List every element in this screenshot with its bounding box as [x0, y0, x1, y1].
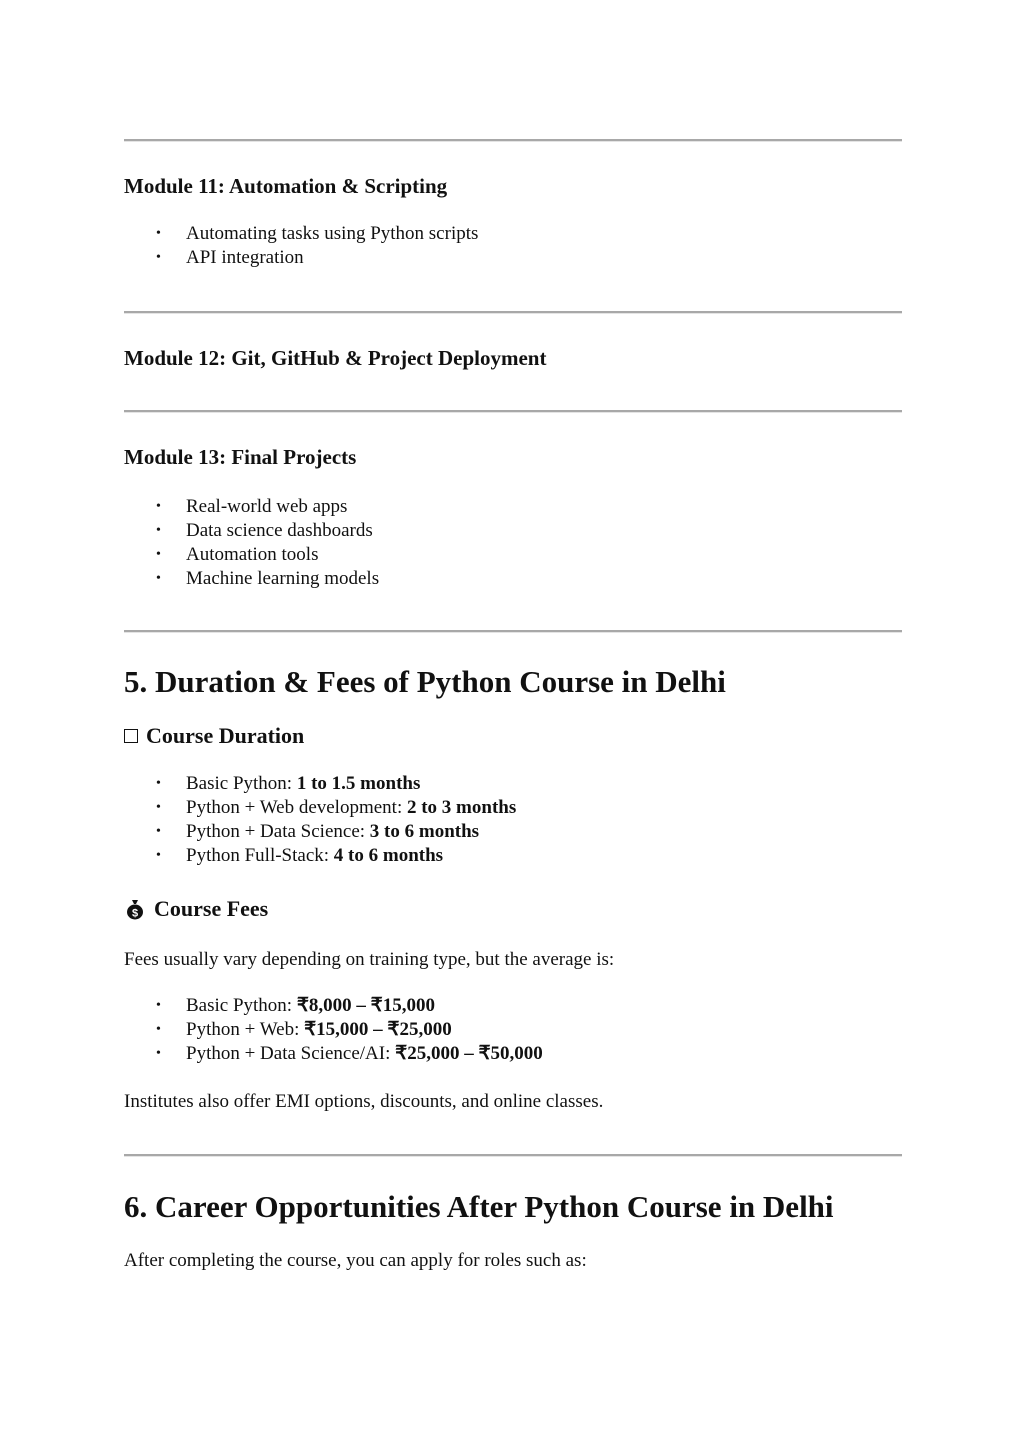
divider	[124, 410, 902, 413]
course-duration-heading	[124, 723, 304, 749]
module-13-list	[124, 495, 379, 591]
section-6-heading: 6. Career Opportunities After Python Course in Delhi	[124, 1189, 834, 1224]
list-item: • Automation tools	[124, 543, 379, 567]
list-item: • Automating tasks using Python scripts	[124, 222, 478, 246]
list-item: • Python Full-Stack: 4 to 6 months	[124, 844, 516, 868]
fees-note: Institutes also offer EMI options, discounts, and online classes.	[124, 1091, 604, 1112]
divider	[124, 1154, 902, 1157]
fees-intro: Fees usually vary depending on training type, but the average is:	[124, 949, 615, 970]
list-item: • Python + Data Science: 3 to 6 months	[124, 820, 516, 844]
list-item: • Basic Python: 1 to 1.5 months	[124, 772, 516, 796]
section-6-intro: After completing the course, you can apply for roles such as:	[124, 1250, 587, 1271]
money-bag-icon	[124, 898, 146, 920]
checkbox-icon	[124, 729, 138, 743]
list-item: • Data science dashboards	[124, 519, 379, 543]
list-item: • Python + Web development: 2 to 3 months	[124, 796, 516, 820]
divider	[124, 139, 902, 142]
list-item: • API integration	[124, 246, 478, 270]
list-item: • Real-world web apps	[124, 495, 379, 519]
module-11-heading: Module 11: Automation & Scripting	[124, 174, 448, 198]
divider	[124, 630, 902, 633]
svg-text:$: $	[131, 907, 139, 920]
section-5-heading: 5. Duration & Fees of Python Course in Delhi	[124, 664, 726, 699]
list-item: • Python + Web: ₹15,000 – ₹25,000	[124, 1018, 543, 1042]
course-fees-title: Course Fees	[154, 896, 269, 921]
course-duration-title: Course Duration	[146, 723, 305, 748]
list-item: • Machine learning models	[124, 567, 379, 591]
module-13-heading: Module 13: Final Projects	[124, 445, 357, 469]
duration-list	[124, 772, 516, 868]
divider	[124, 311, 902, 314]
list-item: • Basic Python: ₹8,000 – ₹15,000	[124, 994, 543, 1018]
list-item: • Python + Data Science/AI: ₹25,000 – ₹50,000	[124, 1042, 543, 1066]
module-11-list	[124, 222, 478, 270]
course-fees-heading	[124, 896, 268, 922]
module-12-heading: Module 12: Git, GitHub & Project Deployment	[124, 346, 547, 370]
fees-list	[124, 994, 543, 1066]
